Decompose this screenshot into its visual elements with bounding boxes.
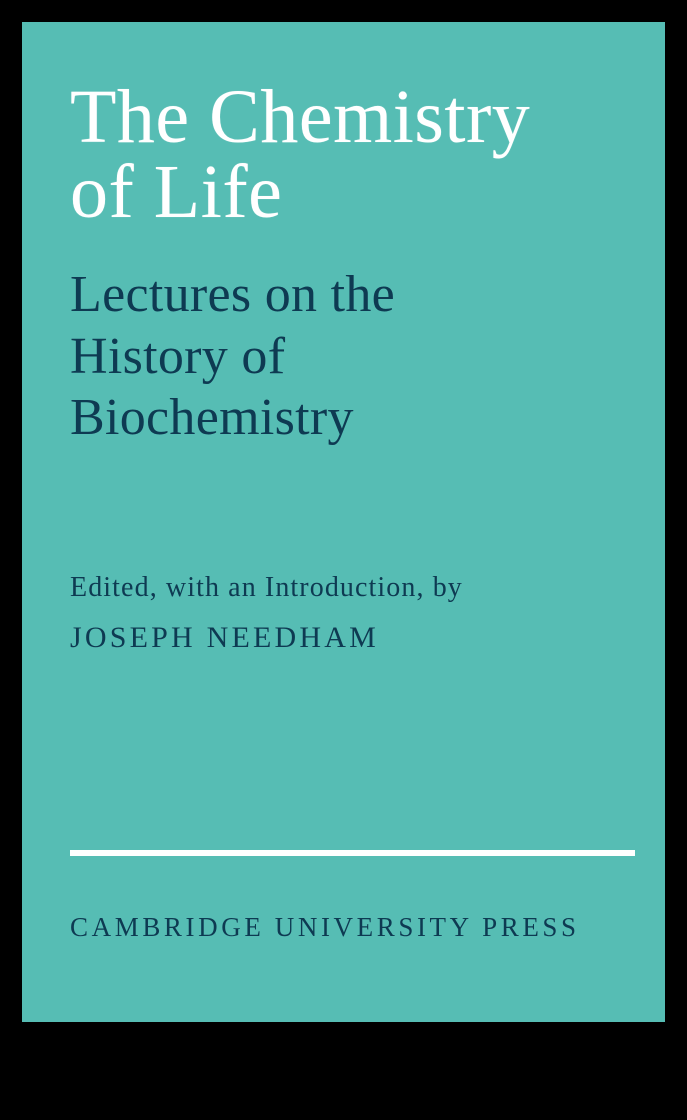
editor-credit: Edited, with an Introduction, by [70, 571, 463, 603]
page-title [70, 22, 617, 235]
cover-content [22, 22, 665, 1022]
editor-name: JOSEPH NEEDHAM [70, 620, 379, 654]
subtitle-line-2: History of [70, 327, 286, 385]
subtitle-line-1: Lectures on the [70, 266, 396, 324]
title-line-2: of Life [70, 150, 283, 235]
title-line-1: The Chemistry [70, 75, 531, 159]
divider-rule [70, 850, 635, 856]
publisher-name: CAMBRIDGE UNIVERSITY PRESS [70, 912, 580, 942]
subtitle-line-3: Biochemistry [70, 389, 354, 447]
book-subtitle [70, 230, 617, 448]
editor-block [70, 449, 617, 660]
book-cover [22, 22, 665, 1022]
